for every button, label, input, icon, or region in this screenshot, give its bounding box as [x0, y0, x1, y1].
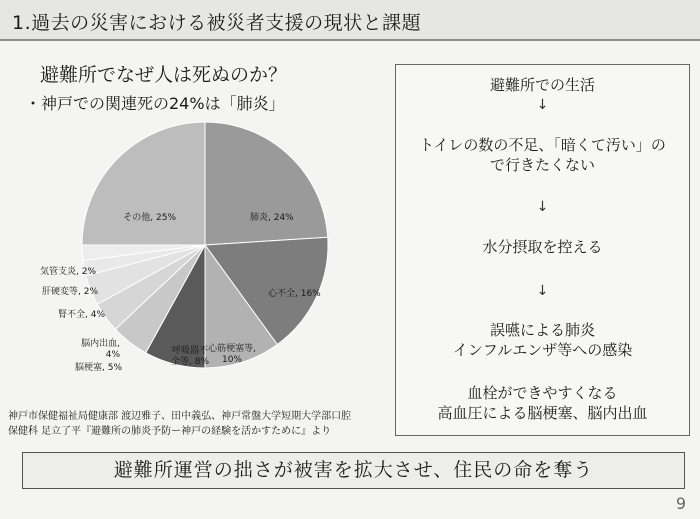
flow-step-pneumonia: [396, 320, 689, 360]
flow-step-line: 避難所での生活: [489, 76, 595, 94]
title-rule: [0, 39, 700, 41]
pie-label-0: 肺炎, 24%: [250, 213, 294, 223]
flow-step-thrombus: [396, 383, 689, 423]
source-citation: [8, 409, 393, 439]
flow-step-line: トイレの数の不足、「暗くて汚い」の: [419, 136, 666, 154]
pie-label-3: 呼吸器不全等, 8%: [171, 346, 209, 367]
slide-title: 1.過去の災害における被災者支援の現状と課題: [12, 12, 422, 34]
source-line-1: 神戸市保健福祉局健康部 渡辺雅子、田中義弘、神戸常盤大学短期大学部口腔: [8, 411, 352, 422]
flow-step-living: [396, 75, 689, 95]
pie-slice-0: [205, 122, 328, 245]
pie-chart: [0, 120, 400, 400]
pie-label-5: 脳内出血, 4%: [81, 339, 120, 360]
flow-arrow-3: ↓: [536, 283, 549, 299]
flow-step-toilet: [396, 135, 689, 175]
source-line-2: 保健科 足立了平『避難所の肺炎予防ー神戸の経験を活かすために』より: [8, 426, 332, 437]
pie-label-8: 気管支炎, 2%: [40, 267, 96, 277]
flow-step-line: インフルエンザ等への感染: [452, 341, 633, 359]
question-heading: 避難所でなぜ人は死ぬのか？: [40, 64, 288, 86]
flow-step-line: 血栓ができやすくなる: [467, 384, 618, 402]
flow-step-water: [396, 237, 689, 257]
pie-label-4: 脳梗塞, 5%: [75, 363, 122, 373]
conclusion-banner: 避難所運営の拙さが被害を拡大させ、住民の命を奪う: [22, 452, 685, 489]
pie-label-7: 肝硬変等, 2%: [42, 287, 98, 297]
flow-box: [395, 64, 690, 436]
flow-step-line: で行きたくない: [489, 156, 595, 174]
flow-step-line: 誤嚥による肺炎: [489, 321, 595, 339]
pie-chart-svg: [0, 120, 400, 400]
flow-arrow-2: ↓: [536, 199, 549, 215]
flow-arrow-1: ↓: [536, 97, 549, 113]
page-number: 9: [675, 494, 686, 513]
pie-label-2: 心筋梗塞等, 10%: [208, 344, 256, 365]
pie-label-6: 腎不全, 4%: [58, 310, 105, 320]
flow-step-line: 水分摂取を控える: [482, 238, 603, 256]
pneumonia-bullet: ・神戸での関連死の24%は「肺炎」: [25, 94, 285, 113]
pie-label-9: その他, 25%: [123, 213, 176, 223]
pie-label-1: 心不全, 16%: [268, 289, 321, 299]
flow-step-line: 高血圧による脳梗塞、脳内出血: [437, 404, 648, 422]
pie-slice-9: [82, 122, 205, 245]
